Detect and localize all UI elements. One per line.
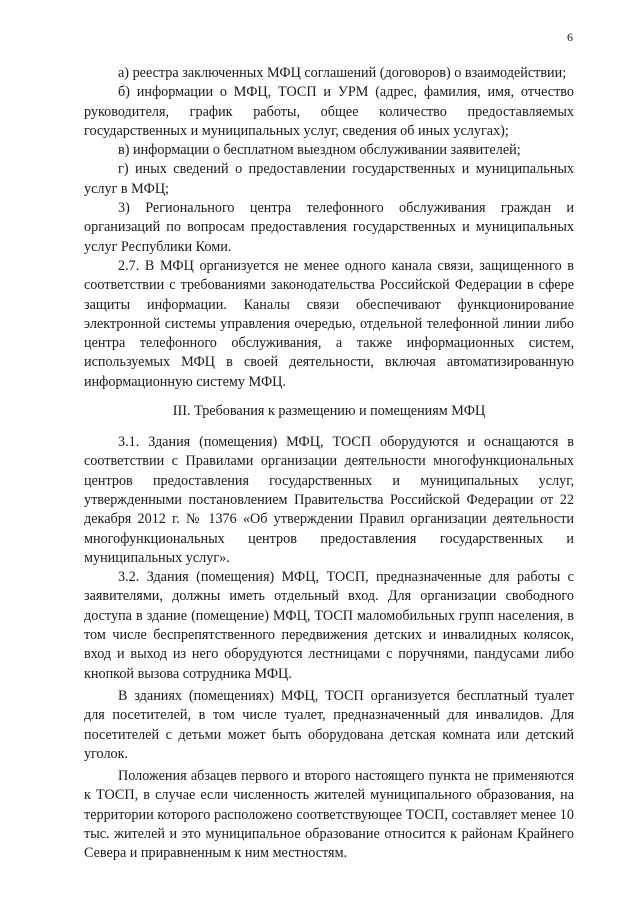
paragraph-free-visiting-service: в) информации о бесплатном выездном обслуживании заявителей; xyxy=(118,142,521,159)
paragraph-2-7-communication-channel: 2.7. В МФЦ организуется не менее одного канала связи, защищенного в соответствии с требованиями законодательства Российской Федерации в сфере защиты информации. Каналы связи обеспечивают функционирование электронной системы управления очередью, отдельной телефонной линии либо центра телефонного обслуживания, а также информационных систем, используемых МФЦ в своей деятельности, включая автоматизированную информационную систему МФЦ. xyxy=(84,257,574,390)
section-heading: III. Требования к размещению и помещениям МФЦ xyxy=(172,403,486,420)
paragraph-mfc-information: б) информации о МФЦ, ТОСП и УРМ (адрес, фамилия, имя, отчество руководителя, график работы, общее количество предоставляемых государственных и муниципальных услуг, сведения об иных услугах); xyxy=(84,84,574,139)
document-body xyxy=(84,64,574,864)
paragraph-free-toilet: В зданиях (помещениях) МФЦ, ТОСП организуется бесплатный туалет для посетителей, в том числе туалет, предназначенный для инвалидов. Для посетителей с детьми может быть оборудована детская комната или детский уголок. xyxy=(84,687,574,762)
paragraph-3-2-separate-entrance: 3.2. Здания (помещения) МФЦ, ТОСП, предназначенные для работы с заявителями, должны иметь отдельный вход. Для организации свободного доступа в здание (помещение) МФЦ, ТОСП маломобильных групп населения, в том числе беспрепятственного передвижения детских и инвалидных колясок, вход и выход из него оборудуются лестницами с поручнями, пандусами либо кнопкой вызова сотрудника МФЦ. xyxy=(84,569,574,682)
paragraph-other-information: г) иных сведений о предоставлении государственных и муниципальных услуг в МФЦ; xyxy=(84,161,574,197)
paragraph-exception-provisions: Положения абзацев первого и второго настоящего пункта не применяются к ТОСП, в случае если численность жителей муниципального образования, на территории которого расположено соответствующее ТОСП, составляет менее 10 тыс. жителей и это муниципальное образование относится к районам Крайнего Севера и приравненным к ним местностям. xyxy=(84,768,574,862)
paragraph-regional-call-center: 3) Регионального центра телефонного обслуживания граждан и организаций по вопросам предоставления государственных и муниципальных услуг Республики Коми. xyxy=(84,200,574,255)
paragraph-3-1-buildings-equipment: 3.1. Здания (помещения) МФЦ, ТОСП оборудуются и оснащаются в соответствии с Правилами организации деятельности многофункциональных центров предоставления государственных и муниципальных услуг, утвержденными постановлением Правительства Российской Федерации от 22 декабря 2012 г. № 1376 «Об утверждении Правил организации деятельности многофункциональных центров предоставления государственных и муниципальных услуг». xyxy=(84,434,574,566)
page-number: 6 xyxy=(567,30,573,44)
paragraph-registry-agreements: а) реестра заключенных МФЦ соглашений (договоров) о взаимодействии; xyxy=(118,65,567,81)
